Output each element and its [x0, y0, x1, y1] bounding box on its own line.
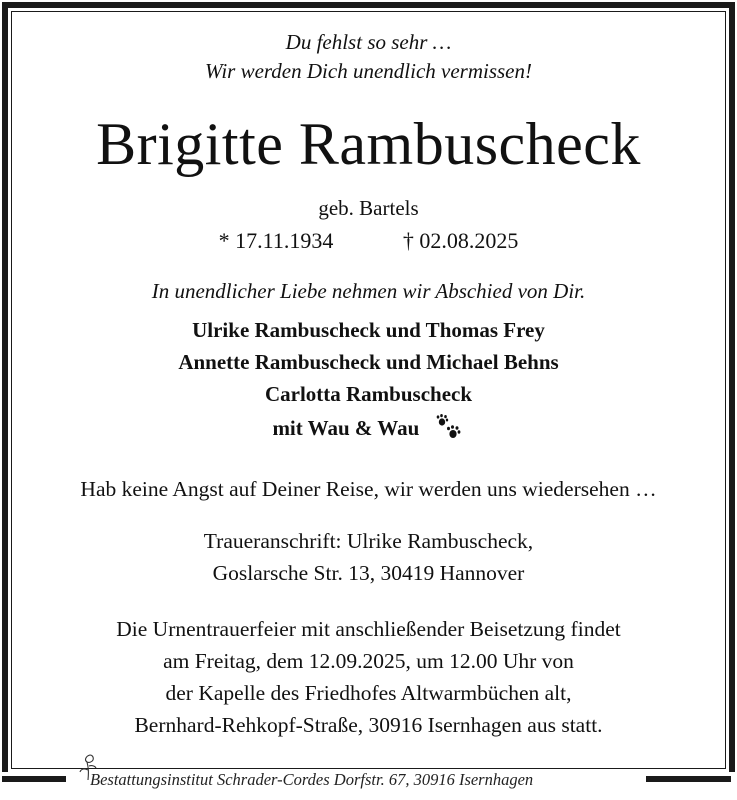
life-dates: [0, 228, 737, 254]
funeral-home-footer: Bestattungsinstitut Schrader-Cordes Dorfstr. 67, 30916 Isernhagen: [90, 770, 534, 789]
service-line-3: der Kapelle des Friedhofes Altwarmbüchen alt,: [165, 681, 572, 705]
death-date: † 02.08.2025: [402, 228, 519, 253]
footer-rule-right: [646, 776, 731, 786]
mourner-3: Carlotta Rambuscheck: [264, 382, 473, 406]
mourner-4-row: [0, 414, 737, 446]
birth-name: geb. Bartels: [318, 196, 419, 220]
mourner-1: Ulrike Rambuscheck und Thomas Frey: [192, 318, 545, 342]
closing-line: Hab keine Angst auf Deiner Reise, wir werden uns wiedersehen …: [80, 477, 657, 501]
service-line-1: Die Urnentrauerfeier mit anschließender Beisetzung findet: [116, 617, 621, 641]
mourner-4: mit Wau & Wau: [272, 415, 420, 440]
quote-line-1: Du fehlst so sehr …: [285, 30, 452, 54]
address-line-2: Goslarsche Str. 13, 30419 Hannover: [212, 561, 525, 585]
service-line-4: Bernhard-Rehkopf-Straße, 30916 Isernhagen aus statt.: [134, 713, 603, 737]
footer-rule-left: [2, 776, 66, 786]
quote-line-2: Wir werden Dich unendlich vermissen!: [205, 59, 532, 83]
paw-prints-icon: [433, 412, 465, 444]
deceased-name: Brigitte Rambuscheck: [96, 111, 641, 177]
service-line-2: am Freitag, dem 12.09.2025, um 12.00 Uhr von: [163, 649, 574, 673]
birth-date: * 17.11.1934: [218, 228, 334, 253]
mourner-2: Annette Rambuscheck und Michael Behns: [178, 350, 559, 374]
address-line-1: Traueranschrift: Ulrike Rambuscheck,: [203, 529, 534, 553]
farewell-line: In unendlicher Liebe nehmen wir Abschied von Dir.: [151, 279, 586, 303]
